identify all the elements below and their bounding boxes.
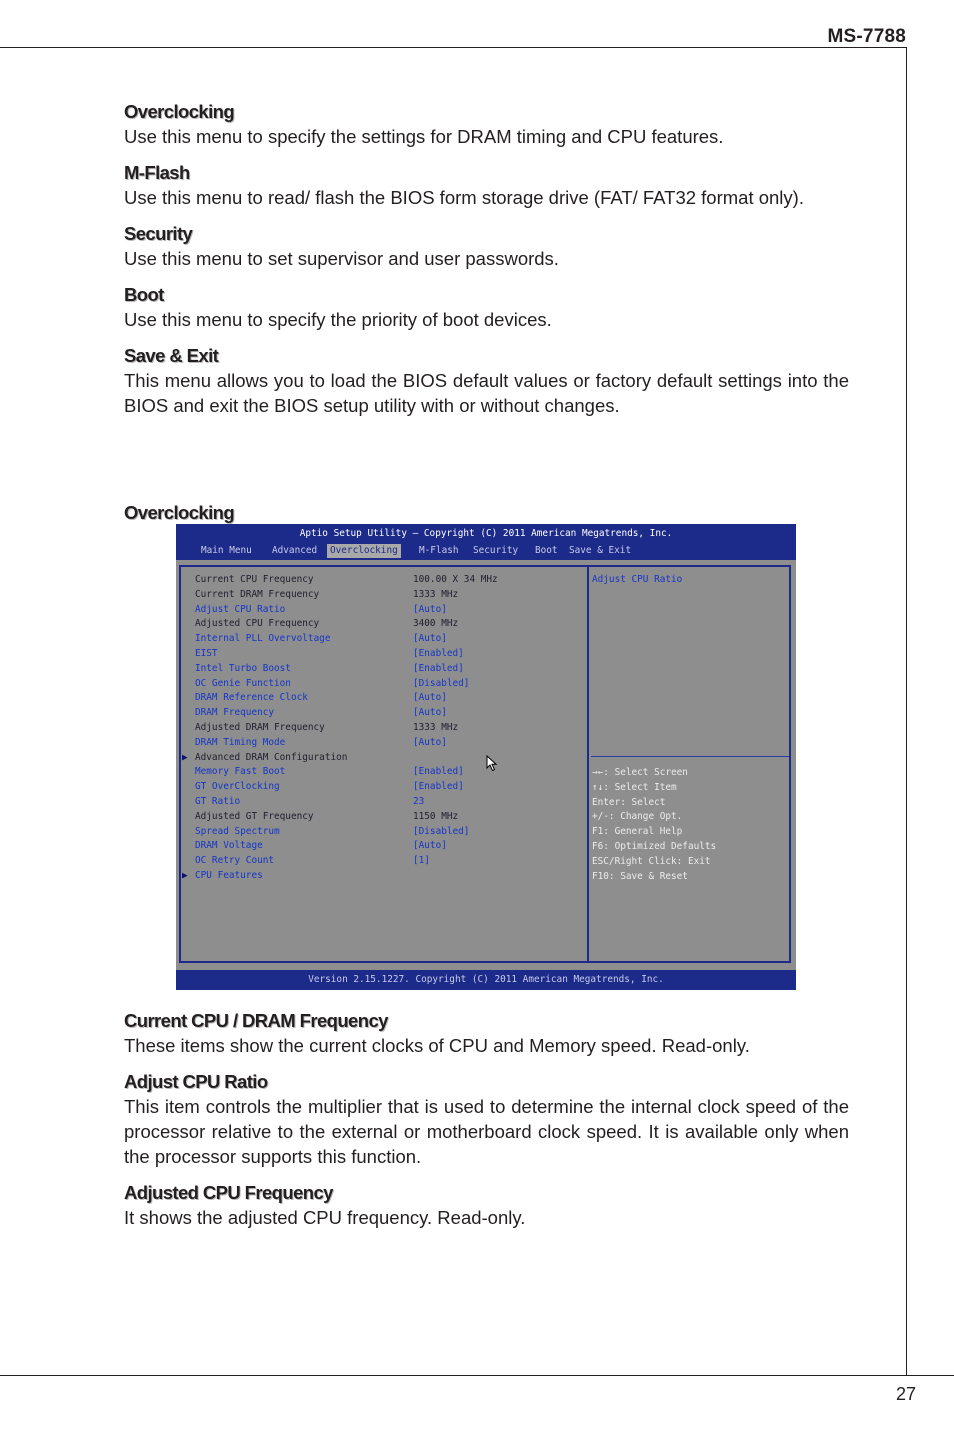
bios-item-value: [Enabled]: [413, 662, 464, 674]
bios-key-hint: Enter: Select: [592, 796, 666, 808]
tab-security[interactable]: Security: [473, 545, 519, 556]
bios-item-label: Current DRAM Frequency: [195, 588, 320, 600]
bios-item-label: DRAM Reference Clock: [195, 692, 308, 704]
section-heading: Current CPU / DRAM Frequency: [124, 1010, 388, 1031]
section-text: This menu allows you to load the BIOS default values or factory default settings into the BIOS and exit the BIOS setup utility with or without changes.: [124, 370, 849, 416]
section-text: Use this menu to specify the priority of boot devices.: [124, 309, 552, 330]
bios-item-value: 23: [413, 796, 425, 807]
section-heading: Overclocking: [124, 101, 235, 122]
bios-item-label: Adjusted DRAM Frequency: [195, 722, 325, 733]
bios-item-label: GT OverClocking: [195, 781, 280, 793]
bios-item-label: OC Retry Count: [195, 855, 275, 867]
bios-item-label: DRAM Frequency: [195, 707, 275, 719]
bios-item-value: [Auto]: [413, 603, 447, 615]
bios-key-hint: F6: Optimized Defaults: [592, 840, 717, 852]
bios-item-value: [1]: [413, 855, 430, 867]
bios-item-value: 1333 MHz: [413, 588, 459, 600]
bios-item-label: Advanced DRAM Configuration: [195, 751, 348, 763]
figure-heading: Overclocking: [124, 502, 235, 523]
bios-item-label: EIST: [195, 648, 218, 659]
bottom-rule: [0, 1375, 954, 1376]
bios-key-hint: ESC/Right Click: Exit: [592, 855, 711, 867]
bios-item-value: [Auto]: [413, 736, 447, 748]
tab-save-exit[interactable]: Save & Exit: [569, 545, 632, 556]
bios-key-hint: F10: Save & Reset: [592, 870, 688, 882]
section-text: Use this menu to read/ flash the BIOS form storage drive (FAT/ FAT32 format only).: [124, 187, 804, 208]
bios-item-value: 1333 MHz: [413, 722, 459, 733]
bios-title-bar: [176, 524, 796, 560]
bios-item-value: 100.00 X 34 MHz: [413, 574, 498, 585]
section-heading: M-Flash: [124, 162, 190, 183]
bios-item-label: DRAM Timing Mode: [195, 736, 286, 748]
detail-sections: [124, 1009, 849, 1242]
bios-item-label: Spread Spectrum: [195, 825, 280, 837]
overclocking-figure-heading-wrap: [124, 501, 849, 525]
bios-screenshot: [176, 524, 796, 990]
bios-item-label: Internal PLL Overvoltage: [195, 633, 331, 645]
model-number: MS-7788: [827, 26, 906, 47]
intro-sections: [124, 100, 849, 430]
bios-item-label: Adjusted GT Frequency: [195, 810, 314, 822]
mouse-cursor-icon: [486, 755, 497, 772]
bios-item-value: [Auto]: [413, 840, 447, 852]
tab-overclocking[interactable]: Overclocking: [327, 544, 401, 558]
section-text: This item controls the multiplier that is used to determine the internal clock speed of the processor relative to the external or motherboard clock speed. It is available only when the processor supports this function.: [124, 1096, 849, 1167]
right-rule: [906, 47, 907, 1375]
section-text: These items show the current clocks of CPU and Memory speed. Read-only.: [124, 1035, 750, 1056]
section-m-flash: [124, 161, 849, 210]
tab-main-menu[interactable]: Main Menu: [201, 545, 252, 556]
section-text: Use this menu to specify the settings for DRAM timing and CPU features.: [124, 126, 724, 147]
bios-item-label: Intel Turbo Boost: [195, 662, 291, 674]
bios-item-value: [Enabled]: [413, 766, 464, 778]
section-boot: [124, 283, 849, 332]
bios-item-value: 1150 MHz: [413, 810, 459, 822]
section-adjust-cpu-ratio: [124, 1070, 849, 1169]
top-rule: [0, 47, 907, 48]
bios-item-label: OC Genie Function: [195, 677, 291, 689]
bios-footer-bar: [176, 970, 796, 990]
bios-item-label: Current CPU Frequency: [195, 574, 314, 585]
bios-item-value: [Auto]: [413, 633, 447, 645]
section-adjusted-cpu-frequency: [124, 1181, 849, 1230]
bios-item-value: [Enabled]: [413, 648, 464, 659]
page-number: 27: [895, 1384, 916, 1404]
bios-key-hint: +/-: Change Opt.: [592, 811, 683, 823]
section-heading: Boot: [124, 284, 164, 305]
bios-item-value: 3400 MHz: [413, 618, 459, 630]
section-heading: Adjusted CPU Frequency: [124, 1182, 333, 1203]
bios-item-label: Memory Fast Boot: [195, 766, 286, 778]
submenu-arrow-icon: ▶: [182, 870, 188, 881]
section-save-exit: [124, 344, 849, 418]
section-text: It shows the adjusted CPU frequency. Read-only.: [124, 1207, 526, 1228]
bios-key-legend: [592, 766, 716, 884]
bios-item-value: [Enabled]: [413, 781, 464, 793]
bios-item-value: [Auto]: [413, 707, 447, 719]
section-heading: Security: [124, 223, 193, 244]
bios-item-label: CPU Features: [195, 870, 263, 881]
tab-m-flash[interactable]: M-Flash: [419, 545, 459, 556]
bios-key-hint: F1: General Help: [592, 826, 683, 838]
section-security: [124, 222, 849, 271]
bios-footer-text: Version 2.15.1227. Copyright (C) 2011 American Megatrends, Inc.: [308, 974, 664, 985]
bios-panel-divider: [587, 565, 589, 963]
tab-advanced[interactable]: Advanced: [272, 545, 318, 556]
bios-title: Aptio Setup Utility – Copyright (C) 2011 American Megatrends, Inc.: [299, 528, 673, 539]
bios-key-hint: →←: Select Screen: [592, 767, 688, 778]
bios-item-value: [Auto]: [413, 692, 447, 704]
bios-item-value: [Disabled]: [413, 825, 470, 837]
section-heading: Save & Exit: [124, 345, 219, 366]
section-overclocking: [124, 100, 849, 149]
section-current-frequency: [124, 1009, 849, 1058]
section-text: Use this menu to set supervisor and user passwords.: [124, 248, 559, 269]
bios-item-label: Adjusted CPU Frequency: [195, 618, 320, 630]
bios-key-hint: ↑↓: Select Item: [592, 781, 677, 793]
submenu-arrow-icon: ▶: [182, 751, 188, 763]
bios-item-label: Adjust CPU Ratio: [195, 603, 286, 615]
tab-boot[interactable]: Boot: [535, 545, 558, 556]
bios-item-label: GT Ratio: [195, 796, 241, 807]
bios-item-label: DRAM Voltage: [195, 840, 263, 852]
bios-item-value: [Disabled]: [413, 677, 470, 689]
section-heading: Adjust CPU Ratio: [124, 1071, 268, 1092]
bios-help-divider: [591, 756, 789, 757]
bios-help-title: Adjust CPU Ratio: [592, 574, 683, 585]
